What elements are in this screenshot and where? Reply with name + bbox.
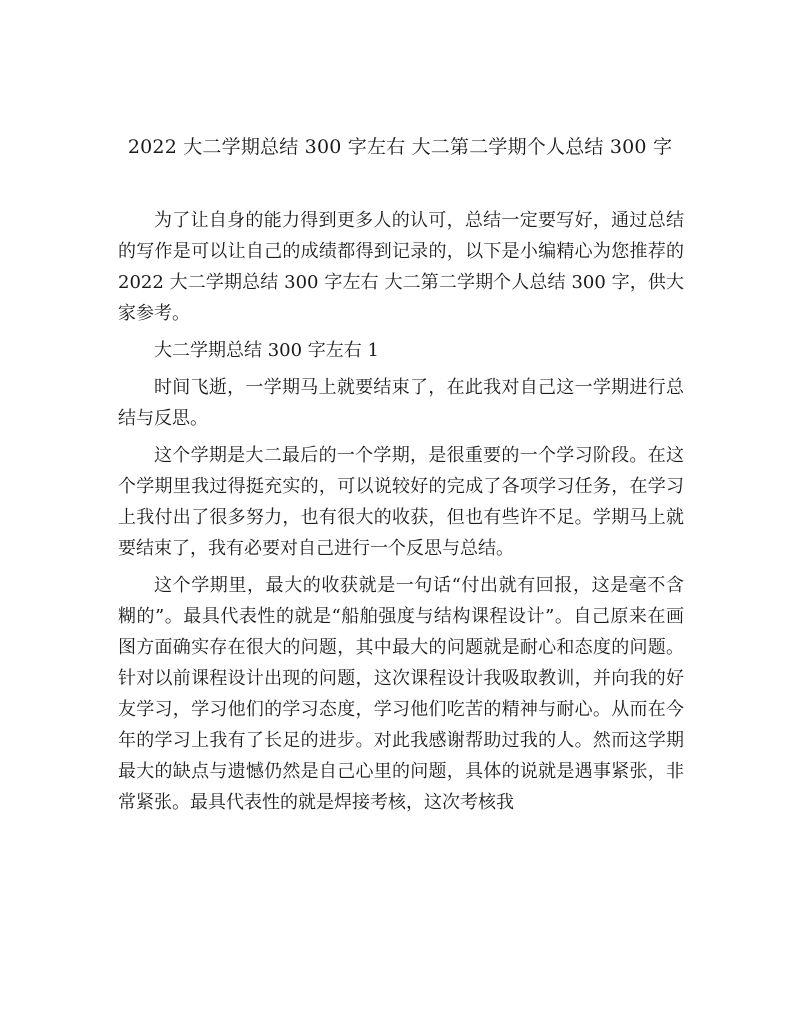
document-title: 2022 大二学期总结 300 字左右 大二第二学期个人总结 300 字 [127,136,673,158]
section-heading: 大二学期总结 300 字左右 1 [154,340,379,361]
intro-paragraph: 为了让自身的能力得到更多人的认可，总结一定要写好，通过总结的写作是可以让自己的成绩都得到记录的，以下是小编精心为您推荐的 2022 大二学期总结 300 字左右 大二第二学期个人总结 300 字，供大家参考。 [118,210,684,324]
document-body [118,205,684,824]
body-paragraph: 这个学期里，最大的收获就是一句话“付出就有回报，这是毫不含糊的”。最具代表性的就是“船舶强度与结构课程设计”。自己原来在画图方面确实存在很大的问题，其中最大的问题就是耐心和态度的问题。针对以前课程设计出现的问题，这次课程设计我吸取教训，并向我的好友学习，学习他们的学习态度，学习他们吃苦的精神与耐心。从而在今年的学习上我有了长足的进步。对此我感谢帮助过我的人。然而这学期最大的缺点与遗憾仍然是自己心里的问题，具体的说就是遇事紧张，非常紧张。最具代表性的就是焊接考核，这次考核我 [118,575,684,813]
body-paragraph: 时间飞逝，一学期马上就要结束了，在此我对自己这一学期进行总结与反思。 [118,377,684,429]
body-paragraph: 这个学期是大二最后的一个学期，是很重要的一个学习阶段。在这个学期里我过得挺充实的，可以说较好的完成了各项学习任务，在学习上我付出了很多努力，也有很大的收获，但也有些许不足。学期马上就要结束了，我有必要对自己进行一个反思与总结。 [118,445,684,559]
